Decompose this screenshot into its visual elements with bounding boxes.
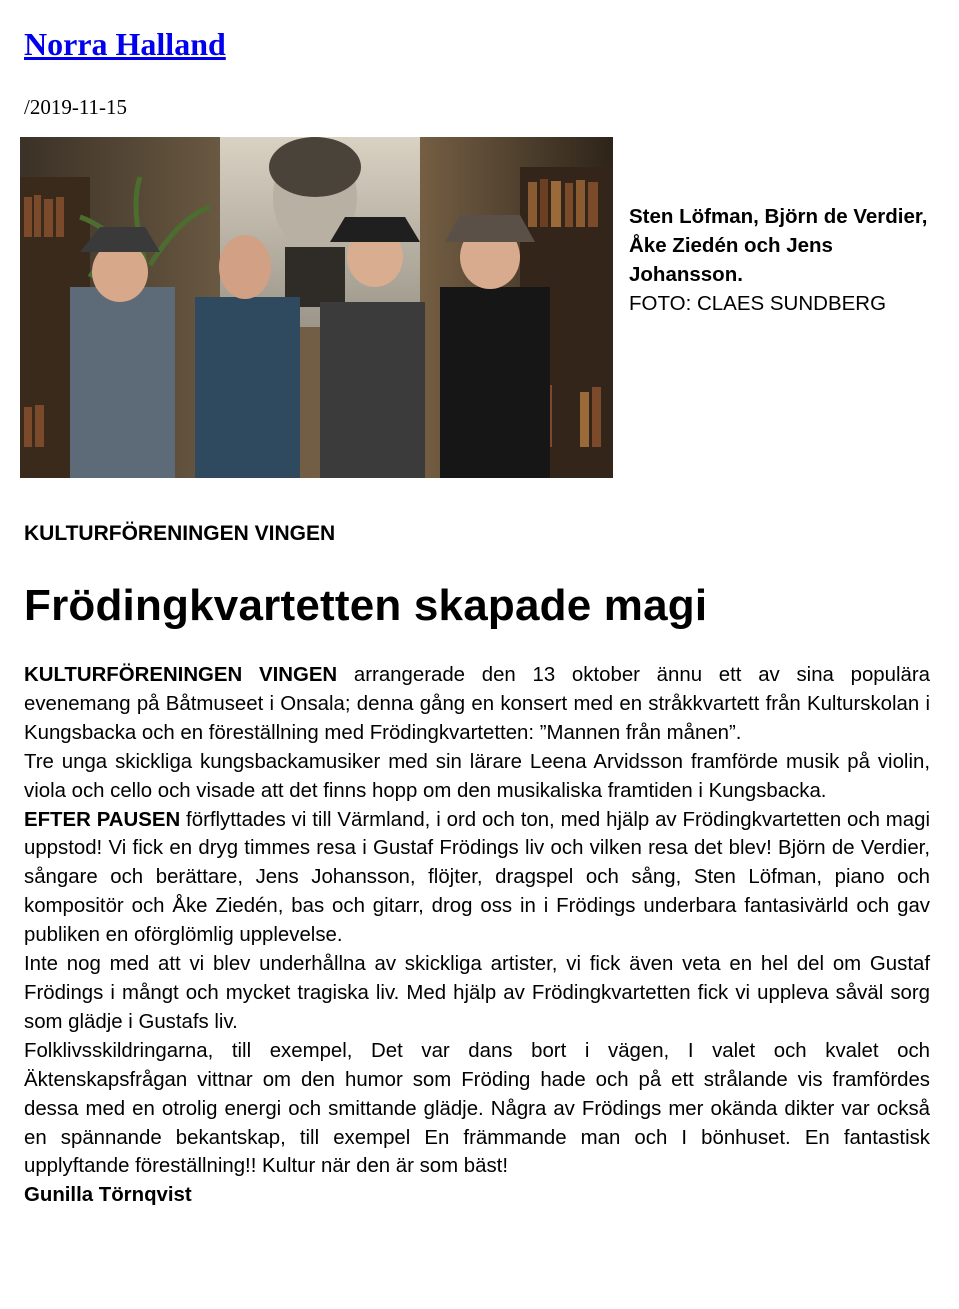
source-link[interactable]: Norra Halland — [24, 26, 226, 62]
paragraph — [24, 1037, 930, 1182]
paragraph-lead: EFTER PAUSEN — [24, 808, 181, 831]
paragraph-text: arrangerade den 13 oktober ännu ett av sina populära evenemang på Båtmuseet i Onsala; denna gång en konsert med en stråkkvartett från Kulturskolan i Kungsbacka och en föreställning med Frödingkvartetten: ”Mannen från månen”. — [24, 664, 930, 744]
caption-credit: FOTO: CLAES SUNDBERG — [629, 292, 887, 315]
paragraph — [24, 950, 930, 1037]
paragraph-text: förflyttades vi till Värmland, i ord och ton, med hjälp av Frödingkvartetten och magi uppstod! Vi fick en dryg timmes resa i Gustaf Frödings liv och vilken resa det blev! Björn de Verdier, sångare och berättare, Jens Johansson, flöjter, dragspel och sång, Sten Löfman, piano och kompositör och Åke Ziedén, bas och gitarr, drog oss in i Frödings underbara fantasivärld och gav publiken en oförglömlig upplevelse. — [24, 808, 930, 947]
paragraph — [24, 661, 930, 748]
paragraph-text: Tre unga skickliga kungsbackamusiker med sin lärare Leena Arvidsson framförde musik på violin, viola och cello och visade att det finns hopp om den musikaliska framtiden i Kungsbacka. — [24, 750, 930, 802]
article-photo — [20, 137, 613, 478]
article-body — [24, 661, 930, 1210]
paragraph-text: Inte nog med att vi blev underhållna av skickliga artister, vi fick även veta en hel del om Gustaf Frödings i mångt och mycket tragiska liv. Med hjälp av Frödingkvartetten fick vi uppleva såväl sorg som glädje i Gustafs liv. — [24, 953, 930, 1033]
article-headline: Frödingkvartetten skapade magi — [24, 581, 708, 630]
paragraph-text: Folklivsskildringarna, till exempel, Det var dans bort i vägen, I valet och kvalet och Äktenskapsfrågan vittnar om den humor som Fröding hade och på ett strålande vis framfördes dessa med en otrolig energi och smittande glädje. Några av Frödings mer okända dikter var också en spännande bekantskap, till exempel En främmande man och I bönhuset. En fantastisk upplyftande föreställning!! Kultur när den är som bäst! — [24, 1039, 930, 1178]
photo-caption — [629, 202, 939, 318]
paragraph — [24, 806, 930, 951]
article-author: Gunilla Törnqvist — [24, 1184, 192, 1207]
paragraph — [24, 748, 930, 806]
paragraph-lead: KULTURFÖRENINGEN VINGEN — [24, 664, 338, 686]
publish-date: /2019-11-15 — [24, 95, 128, 119]
caption-names: Sten Löfman, Björn de Verdier, Åke Ziedén och Jens Johansson. — [629, 205, 928, 286]
article-kicker: KULTURFÖRENINGEN VINGEN — [24, 522, 336, 545]
